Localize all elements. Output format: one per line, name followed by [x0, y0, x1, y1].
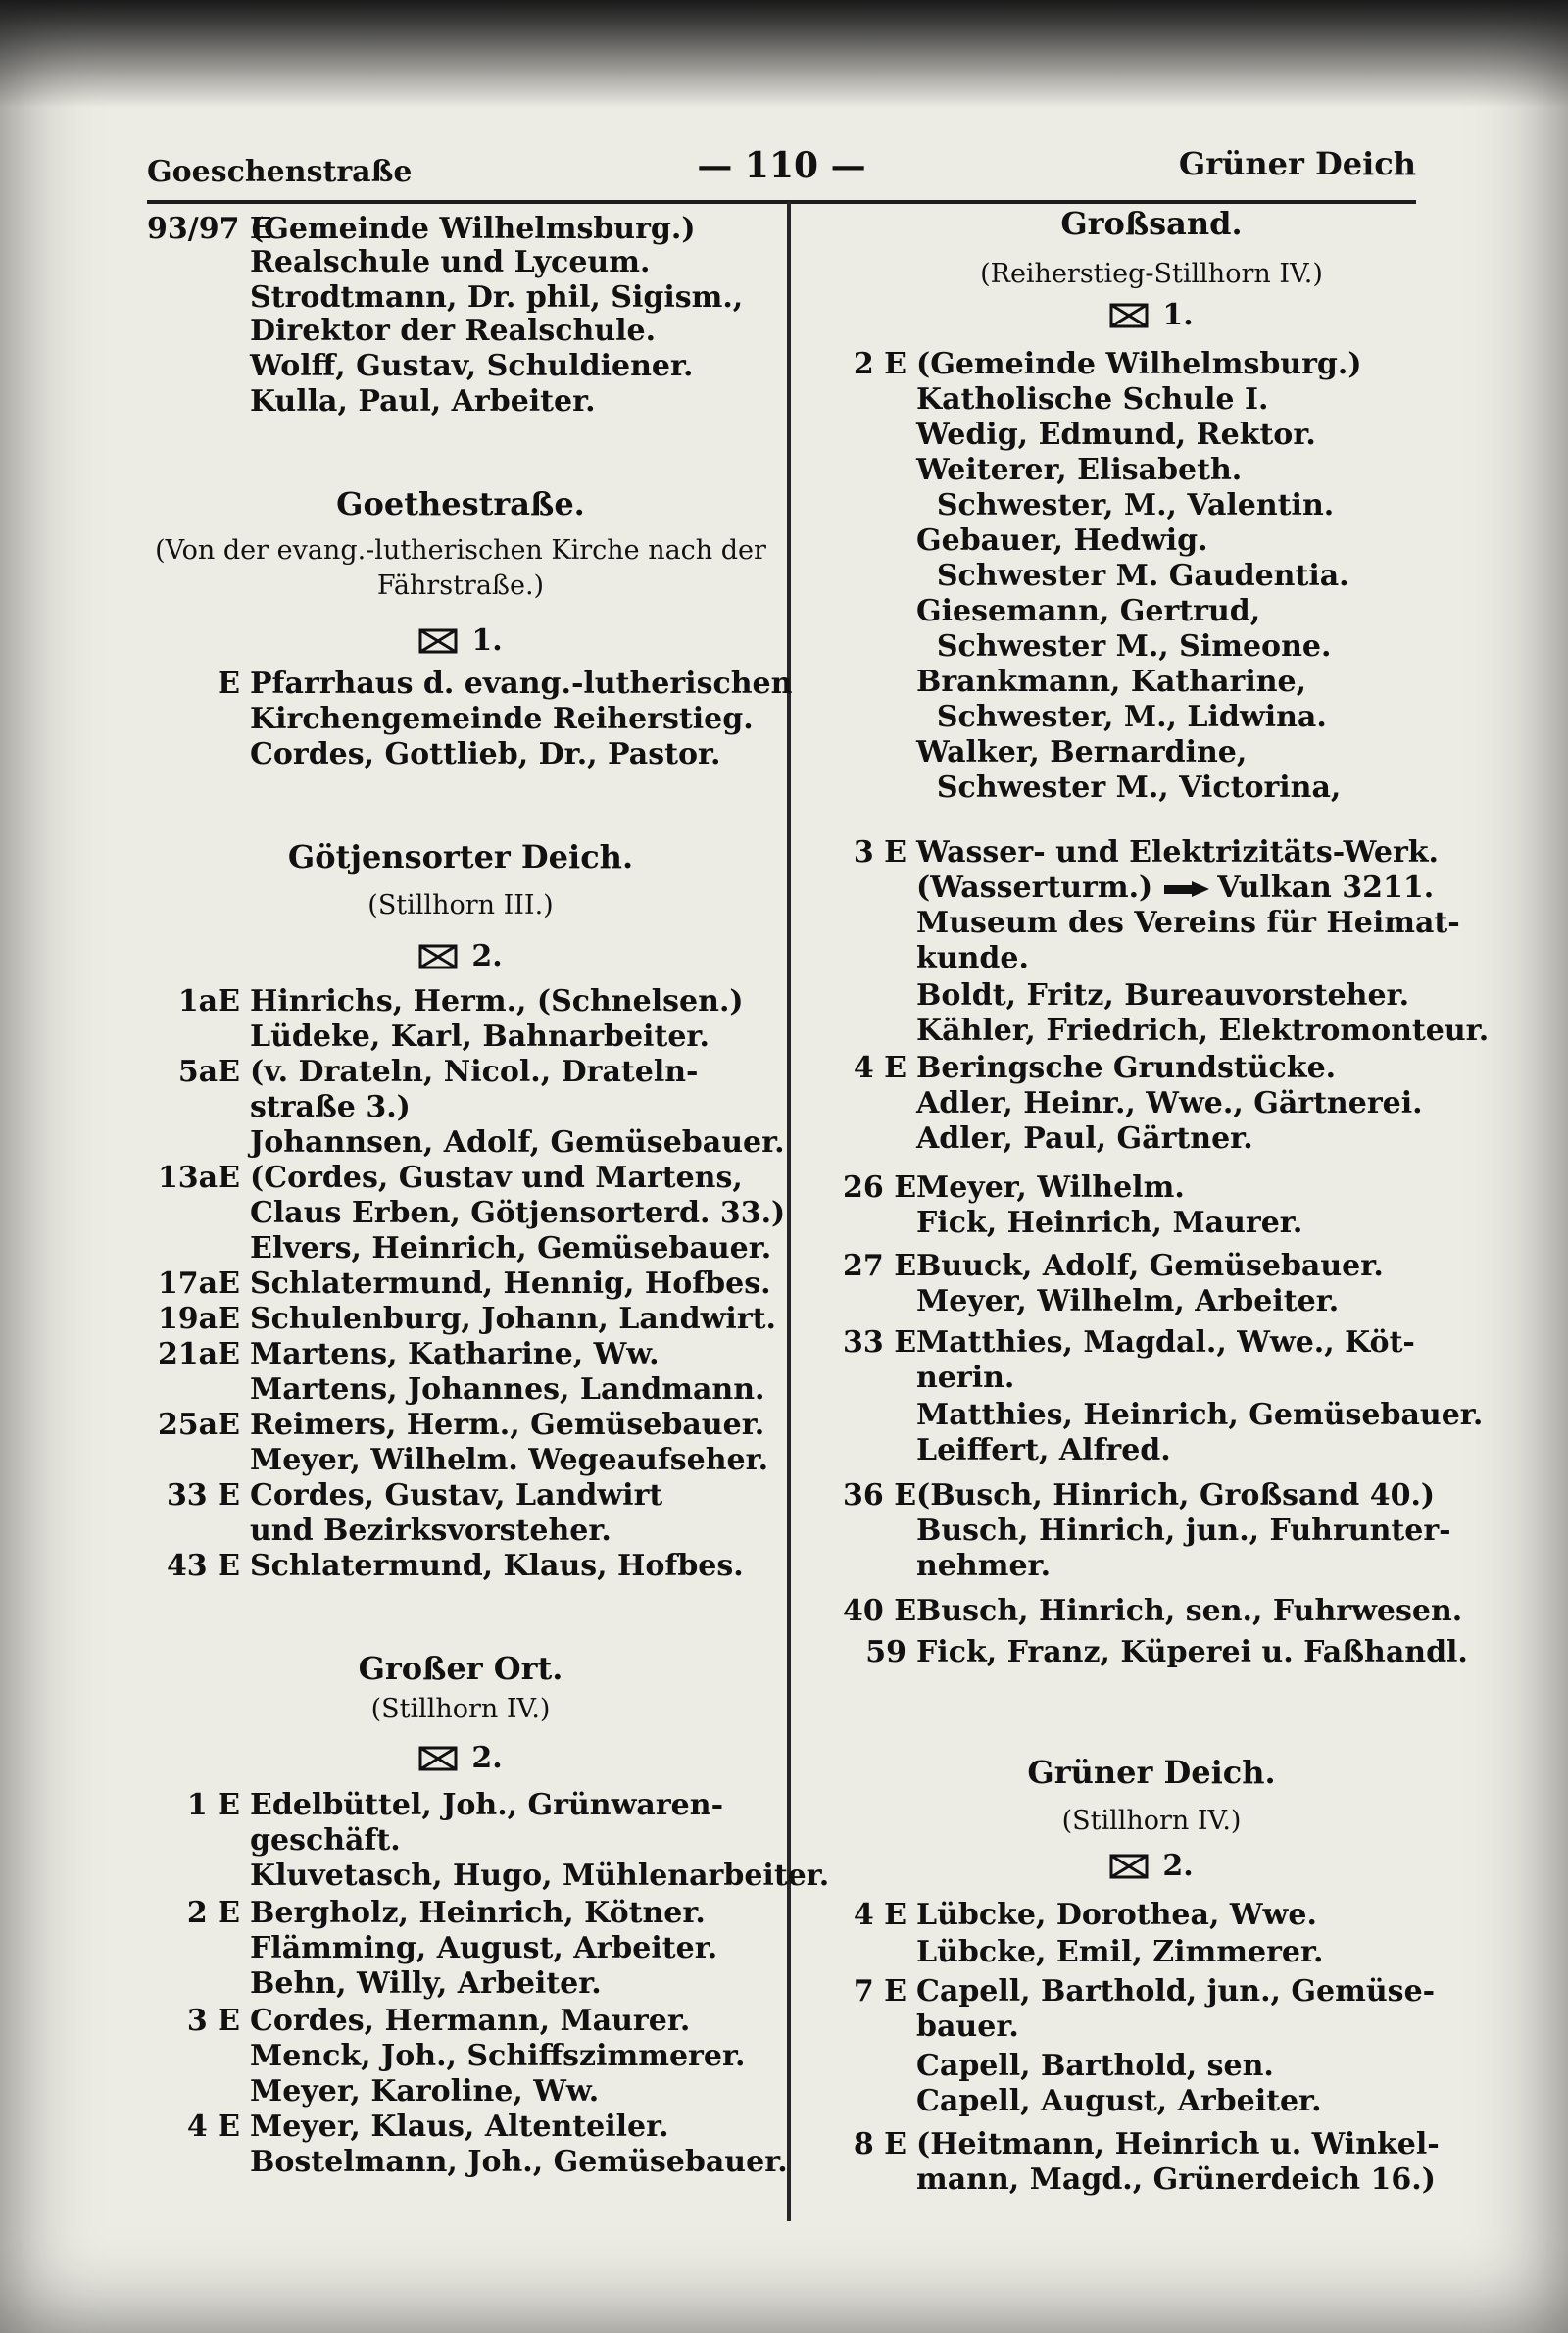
- postal-district-number: 2.: [1162, 1849, 1194, 1883]
- entry-text: geschäft.: [250, 1823, 401, 1858]
- entry-text: Direktor der Realschule.: [250, 314, 657, 348]
- district-note: Fährstraße.): [376, 571, 545, 601]
- entry-text: Meyer, Wilhelm, Arbeiter.: [916, 1284, 1340, 1318]
- street-heading: Grüner Deich.: [1027, 1754, 1276, 1791]
- entry-text: Martens, Johannes, Landmann.: [250, 1372, 765, 1407]
- entry-text: Busch, Hinrich, sen., Fuhrwesen.: [916, 1594, 1463, 1628]
- entry-text: Bostelmann, Joh., Gemüsebauer.: [250, 2145, 788, 2179]
- directory-entry: [147, 1125, 785, 1161]
- entry-text: Flämming, August, Arbeiter.: [250, 1931, 718, 1965]
- house-number: 93/97 E: [147, 212, 272, 246]
- header-right-street: Grüner Deich: [1178, 145, 1416, 182]
- mail-envelope-icon: [418, 1745, 458, 1770]
- postal-district: [147, 1741, 774, 1776]
- house-number: 3 E: [853, 835, 906, 869]
- directory-entry: [843, 1206, 1302, 1241]
- directory-entry: [843, 1325, 1415, 1361]
- entry-text: Giesemann, Gertrud,: [916, 594, 1261, 628]
- directory-entry: [147, 2004, 690, 2039]
- district-note: (Stillhorn IV.): [1061, 1806, 1242, 1836]
- phone-number: Vulkan 3211.: [1217, 870, 1435, 905]
- postal-district: [147, 939, 774, 974]
- entry-text: Schwester, M., Lidwina.: [916, 700, 1327, 734]
- entry-text: Gebauer, Hedwig.: [916, 523, 1208, 558]
- entry-text: Johannsen, Adolf, Gemüsebauer.: [250, 1125, 785, 1160]
- entry-text: Schwester M., Victorina,: [916, 770, 1342, 805]
- entry-text: Bergholz, Heinrich, Kötner.: [250, 1896, 706, 1930]
- entry-text: (Gemeinde Wilhelmsburg.): [250, 212, 696, 246]
- scan-shadow: [0, 0, 1568, 108]
- entry-text: Strodtmann, Dr. phil, Sigism.,: [250, 280, 744, 315]
- directory-entry: [147, 1966, 602, 2002]
- entry-text: Hinrichs, Herm., (Schnelsen.): [250, 984, 744, 1018]
- entry-text: Schlatermund, Klaus, Hofbes.: [250, 1549, 744, 1583]
- directory-entry: [843, 1478, 1435, 1514]
- district-note: (Stillhorn IV.): [370, 1694, 551, 1724]
- entry-text: (Cordes, Gustav und Martens,: [250, 1161, 743, 1195]
- house-number: 17aE: [157, 1266, 240, 1301]
- entry-text: Kähler, Friedrich, Elektromonteur.: [916, 1014, 1490, 1048]
- directory-entry: [147, 1161, 743, 1196]
- entry-text: Cordes, Gottlieb, Dr., Pastor.: [250, 737, 721, 771]
- house-number: 2 E: [186, 1896, 240, 1930]
- entry-text: Matthies, Magdal., Wwe., Köt-: [916, 1325, 1415, 1360]
- directory-entry: [147, 1231, 771, 1266]
- house-number: 59: [865, 1635, 906, 1669]
- header-rule: [147, 200, 1416, 204]
- house-number: 26 E: [843, 1170, 917, 1205]
- directory-entry: [147, 1055, 699, 1090]
- directory-entry: [147, 349, 693, 384]
- house-number: 19aE: [157, 1302, 240, 1336]
- telephone-icon: [1152, 870, 1217, 905]
- house-number: 1 E: [186, 1788, 240, 1822]
- entry-text: Katholische Schule I.: [916, 382, 1269, 417]
- directory-entry: [843, 2127, 1440, 2162]
- entry-text: Wasser- und Elektrizitäts-Werk.: [916, 835, 1439, 869]
- house-number: 4 E: [853, 1898, 906, 1932]
- directory-entry: [147, 1478, 662, 1514]
- directory-entry: [147, 2110, 669, 2145]
- postal-district: [147, 623, 774, 659]
- directory-entry: [843, 1086, 1423, 1121]
- directory-entry: [147, 2039, 745, 2074]
- directory-entry: [147, 737, 720, 772]
- house-number: 40 E: [843, 1594, 917, 1628]
- street-heading: Großer Ort.: [358, 1650, 564, 1687]
- street-heading: Götjensorter Deich.: [287, 838, 634, 875]
- directory-entry: [843, 2084, 1322, 2119]
- entry-text: nerin.: [916, 1361, 1015, 1395]
- postal-district-number: 2.: [471, 939, 503, 973]
- entry-text: Pfarrhaus d. evang.-lutherischen: [250, 667, 793, 701]
- entry-text: (Gemeinde Wilhelmsburg.): [916, 347, 1362, 381]
- directory-entry: [843, 488, 1334, 523]
- directory-entry: [147, 1931, 717, 1966]
- postal-district: [843, 1849, 1460, 1884]
- directory-entry: [843, 2010, 1019, 2045]
- mail-envelope-icon: [1109, 1853, 1149, 1878]
- entry-text: Capell, Barthold, jun., Gemüse-: [916, 1974, 1436, 2009]
- entry-text: Schulenburg, Johann, Landwirt.: [250, 1302, 776, 1336]
- house-number: 5aE: [177, 1055, 240, 1089]
- directory-entry: [843, 665, 1306, 700]
- postal-district-number: 1.: [1162, 298, 1194, 332]
- house-number: 3 E: [186, 2004, 240, 2038]
- directory-entry: [843, 382, 1268, 418]
- district-note: (Reiherstieg-Stillhorn IV.): [980, 259, 1323, 289]
- entry-text: Boldt, Fritz, Bureauvorsteher.: [916, 978, 1410, 1013]
- house-number: 43 E: [166, 1549, 240, 1583]
- directory-entry: [843, 453, 1242, 488]
- entry-text: Fick, Heinrich, Maurer.: [916, 1206, 1303, 1240]
- directory-entry: [147, 314, 656, 349]
- directory-entry: [843, 594, 1260, 629]
- entry-text: Cordes, Hermann, Maurer.: [250, 2004, 691, 2038]
- entry-text: (v. Drateln, Nicol., Drateln-: [250, 1055, 699, 1089]
- directory-entry: [843, 559, 1349, 594]
- entry-text: Walker, Bernardine,: [916, 735, 1248, 769]
- directory-entry: [843, 1635, 1468, 1670]
- entry-text: Adler, Paul, Gärtner.: [916, 1121, 1253, 1156]
- directory-entry: [147, 245, 650, 280]
- entry-text: Reimers, Herm., Gemüsebauer.: [250, 1408, 765, 1442]
- directory-entry: [843, 2049, 1274, 2084]
- directory-entry: [147, 1302, 776, 1337]
- house-number: 8 E: [853, 2127, 906, 2161]
- directory-entry: [843, 1051, 1336, 1086]
- entry-text: Behn, Willy, Arbeiter.: [250, 1966, 602, 2001]
- directory-entry: [843, 1014, 1489, 1049]
- directory-entry: [843, 1974, 1435, 2010]
- directory-entry: [147, 667, 792, 702]
- entry-text: und Bezirksvorsteher.: [250, 1514, 612, 1548]
- directory-entry: [147, 2074, 599, 2110]
- directory-entry: [843, 1514, 1451, 1549]
- entry-text: Meyer, Karoline, Ww.: [250, 2074, 600, 2109]
- district-note: (Von der evang.-lutherischen Kirche nach der: [155, 535, 766, 566]
- postal-district-number: 2.: [471, 1741, 503, 1775]
- directory-entry: [843, 347, 1362, 382]
- postal-district: [843, 298, 1460, 333]
- house-number: 4 E: [853, 1051, 906, 1085]
- directory-entry: [147, 1196, 785, 1231]
- directory-entry: [147, 2145, 788, 2180]
- entry-text: Buuck, Adolf, Gemüsebauer.: [916, 1249, 1384, 1283]
- directory-entry: [843, 700, 1327, 735]
- house-number: 33 E: [843, 1325, 917, 1360]
- page-number: — 110 —: [697, 145, 866, 186]
- directory-entry: [843, 941, 1029, 976]
- directory-entry: [147, 984, 744, 1019]
- house-number: 27 E: [843, 1249, 917, 1283]
- directory-entry: [147, 1823, 401, 1859]
- entry-text: Cordes, Gustav, Landwirt: [250, 1478, 663, 1513]
- directory-entry: [147, 1859, 829, 1894]
- directory-entry: [843, 1361, 1014, 1396]
- directory-entry: [147, 1372, 765, 1408]
- directory-entry: [147, 1337, 660, 1372]
- entry-text: Leiffert, Alfred.: [916, 1433, 1171, 1467]
- entry-text: Wedig, Edmund, Rektor.: [916, 418, 1316, 452]
- entry-text: Lübcke, Dorothea, Wwe.: [916, 1898, 1317, 1932]
- directory-entry: [843, 906, 1460, 941]
- entry-text: Schlatermund, Hennig, Hofbes.: [250, 1266, 771, 1301]
- house-number: 13aE: [157, 1161, 240, 1195]
- entry-text: Schwester M. Gaudentia.: [916, 559, 1349, 593]
- entry-text: Martens, Katharine, Ww.: [250, 1337, 660, 1371]
- directory-entry: [843, 1898, 1317, 1933]
- directory-entry: [843, 1170, 1185, 1206]
- entry-text: Meyer, Wilhelm.: [916, 1170, 1185, 1205]
- directory-entry: [147, 1443, 768, 1478]
- entry-text: Meyer, Wilhelm. Wegeaufseher.: [250, 1443, 769, 1477]
- entry-text: Lübcke, Emil, Zimmerer.: [916, 1935, 1324, 1969]
- house-number: 33 E: [166, 1478, 240, 1513]
- entry-text: (Busch, Hinrich, Großsand 40.): [916, 1478, 1436, 1513]
- entry-text: Capell, Barthold, sen.: [916, 2049, 1274, 2083]
- mail-envelope-icon: [1109, 302, 1149, 327]
- directory-entry: [147, 1788, 723, 1823]
- entry-text: (Wasserturm.): [916, 870, 1153, 905]
- entry-text: Museum des Vereins für Heimat-: [916, 906, 1460, 940]
- entry-text: Claus Erben, Götjensorterd. 33.): [250, 1196, 786, 1230]
- directory-entry: [147, 212, 696, 247]
- entry-text: Matthies, Heinrich, Gemüsebauer.: [916, 1398, 1484, 1432]
- house-number: 25aE: [157, 1408, 240, 1442]
- directory-entry: [147, 1896, 706, 1931]
- entry-text: Meyer, Klaus, Altenteiler.: [250, 2110, 669, 2144]
- entry-text: Kirchengemeinde Reiherstieg.: [250, 702, 754, 736]
- house-number: 7 E: [853, 1974, 906, 2009]
- directory-entry: [843, 978, 1409, 1014]
- house-number: 36 E: [843, 1478, 917, 1513]
- mail-envelope-icon: [418, 627, 458, 653]
- entry-text: Fick, Franz, Küperei u. Faßhandl.: [916, 1635, 1468, 1669]
- entry-text: mann, Magd., Grünerdeich 16.): [916, 2162, 1436, 2197]
- entry-text: (Heitmann, Heinrich u. Winkel-: [916, 2127, 1440, 2161]
- house-number: 4 E: [186, 2110, 240, 2144]
- entry-text: Beringsche Grundstücke.: [916, 1051, 1337, 1085]
- directory-entry: [147, 1266, 771, 1302]
- page-header: [147, 145, 1416, 194]
- entry-text: nehmer.: [916, 1549, 1052, 1583]
- entry-text: Menck, Joh., Schiffszimmerer.: [250, 2039, 746, 2073]
- directory-entry: [843, 1549, 1051, 1584]
- postal-district-number: 1.: [471, 623, 503, 658]
- header-left-street: Goeschenstraße: [147, 155, 413, 189]
- directory-entry: [147, 1549, 744, 1584]
- entry-text: Busch, Hinrich, jun., Fuhrunter-: [916, 1514, 1451, 1548]
- directory-entry: [147, 1408, 764, 1443]
- entry-text: Kulla, Paul, Arbeiter.: [250, 384, 596, 419]
- entry-text: Adler, Heinr., Wwe., Gärtnerei.: [916, 1086, 1423, 1120]
- street-heading: Goethestraße.: [336, 485, 585, 522]
- house-number: 2 E: [853, 347, 906, 381]
- mail-envelope-icon: [418, 943, 458, 968]
- directory-entry: [843, 1249, 1384, 1284]
- directory-entry: [147, 702, 754, 737]
- directory-entry: [843, 1398, 1483, 1433]
- entry-text: Capell, August, Arbeiter.: [916, 2084, 1322, 2118]
- entry-text: Weiterer, Elisabeth.: [916, 453, 1243, 487]
- entry-text: Schwester, M., Valentin.: [916, 488, 1335, 522]
- column-divider: [787, 202, 791, 2221]
- directory-entry: [843, 770, 1341, 806]
- entry-text: Brankmann, Katharine,: [916, 665, 1307, 699]
- directory-entry: [843, 2162, 1436, 2198]
- entry-text: Lüdeke, Karl, Bahnarbeiter.: [250, 1019, 710, 1054]
- directory-entry: [147, 384, 596, 420]
- directory-entry: [147, 1019, 710, 1055]
- directory-entry: [843, 629, 1331, 665]
- directory-entry: [843, 735, 1247, 770]
- directory-entry: [843, 1935, 1323, 1970]
- directory-entry: [843, 835, 1439, 870]
- directory-entry: [843, 1433, 1171, 1468]
- entry-text: straße 3.): [250, 1090, 411, 1124]
- district-note: (Stillhorn III.): [368, 890, 554, 920]
- directory-entry: [147, 1090, 411, 1125]
- street-heading: Großsand.: [1060, 205, 1243, 242]
- directory-entry: [843, 1594, 1462, 1629]
- entry-text: Schwester M., Simeone.: [916, 629, 1332, 664]
- directory-entry: [843, 1121, 1253, 1157]
- entry-text: Edelbüttel, Joh., Grünwaren-: [250, 1788, 724, 1822]
- entry-text: Kluvetasch, Hugo, Mühlenarbeiter.: [250, 1859, 830, 1893]
- directory-entry: [147, 280, 743, 316]
- entry-text: Wolff, Gustav, Schuldiener.: [250, 349, 694, 383]
- directory-entry: [147, 1514, 612, 1549]
- entry-text: Realschule und Lyceum.: [250, 245, 651, 279]
- directory-entry: [843, 523, 1208, 559]
- directory-entry: [843, 418, 1316, 453]
- house-number: 1aE: [177, 984, 240, 1018]
- entry-text: kunde.: [916, 941, 1029, 975]
- house-number: E: [218, 667, 240, 701]
- house-number: 21aE: [157, 1337, 240, 1371]
- entry-text: bauer.: [916, 2010, 1019, 2044]
- entry-text: Elvers, Heinrich, Gemüsebauer.: [250, 1231, 772, 1266]
- directory-entry: [843, 1284, 1339, 1319]
- directory-entry: [843, 870, 1434, 906]
